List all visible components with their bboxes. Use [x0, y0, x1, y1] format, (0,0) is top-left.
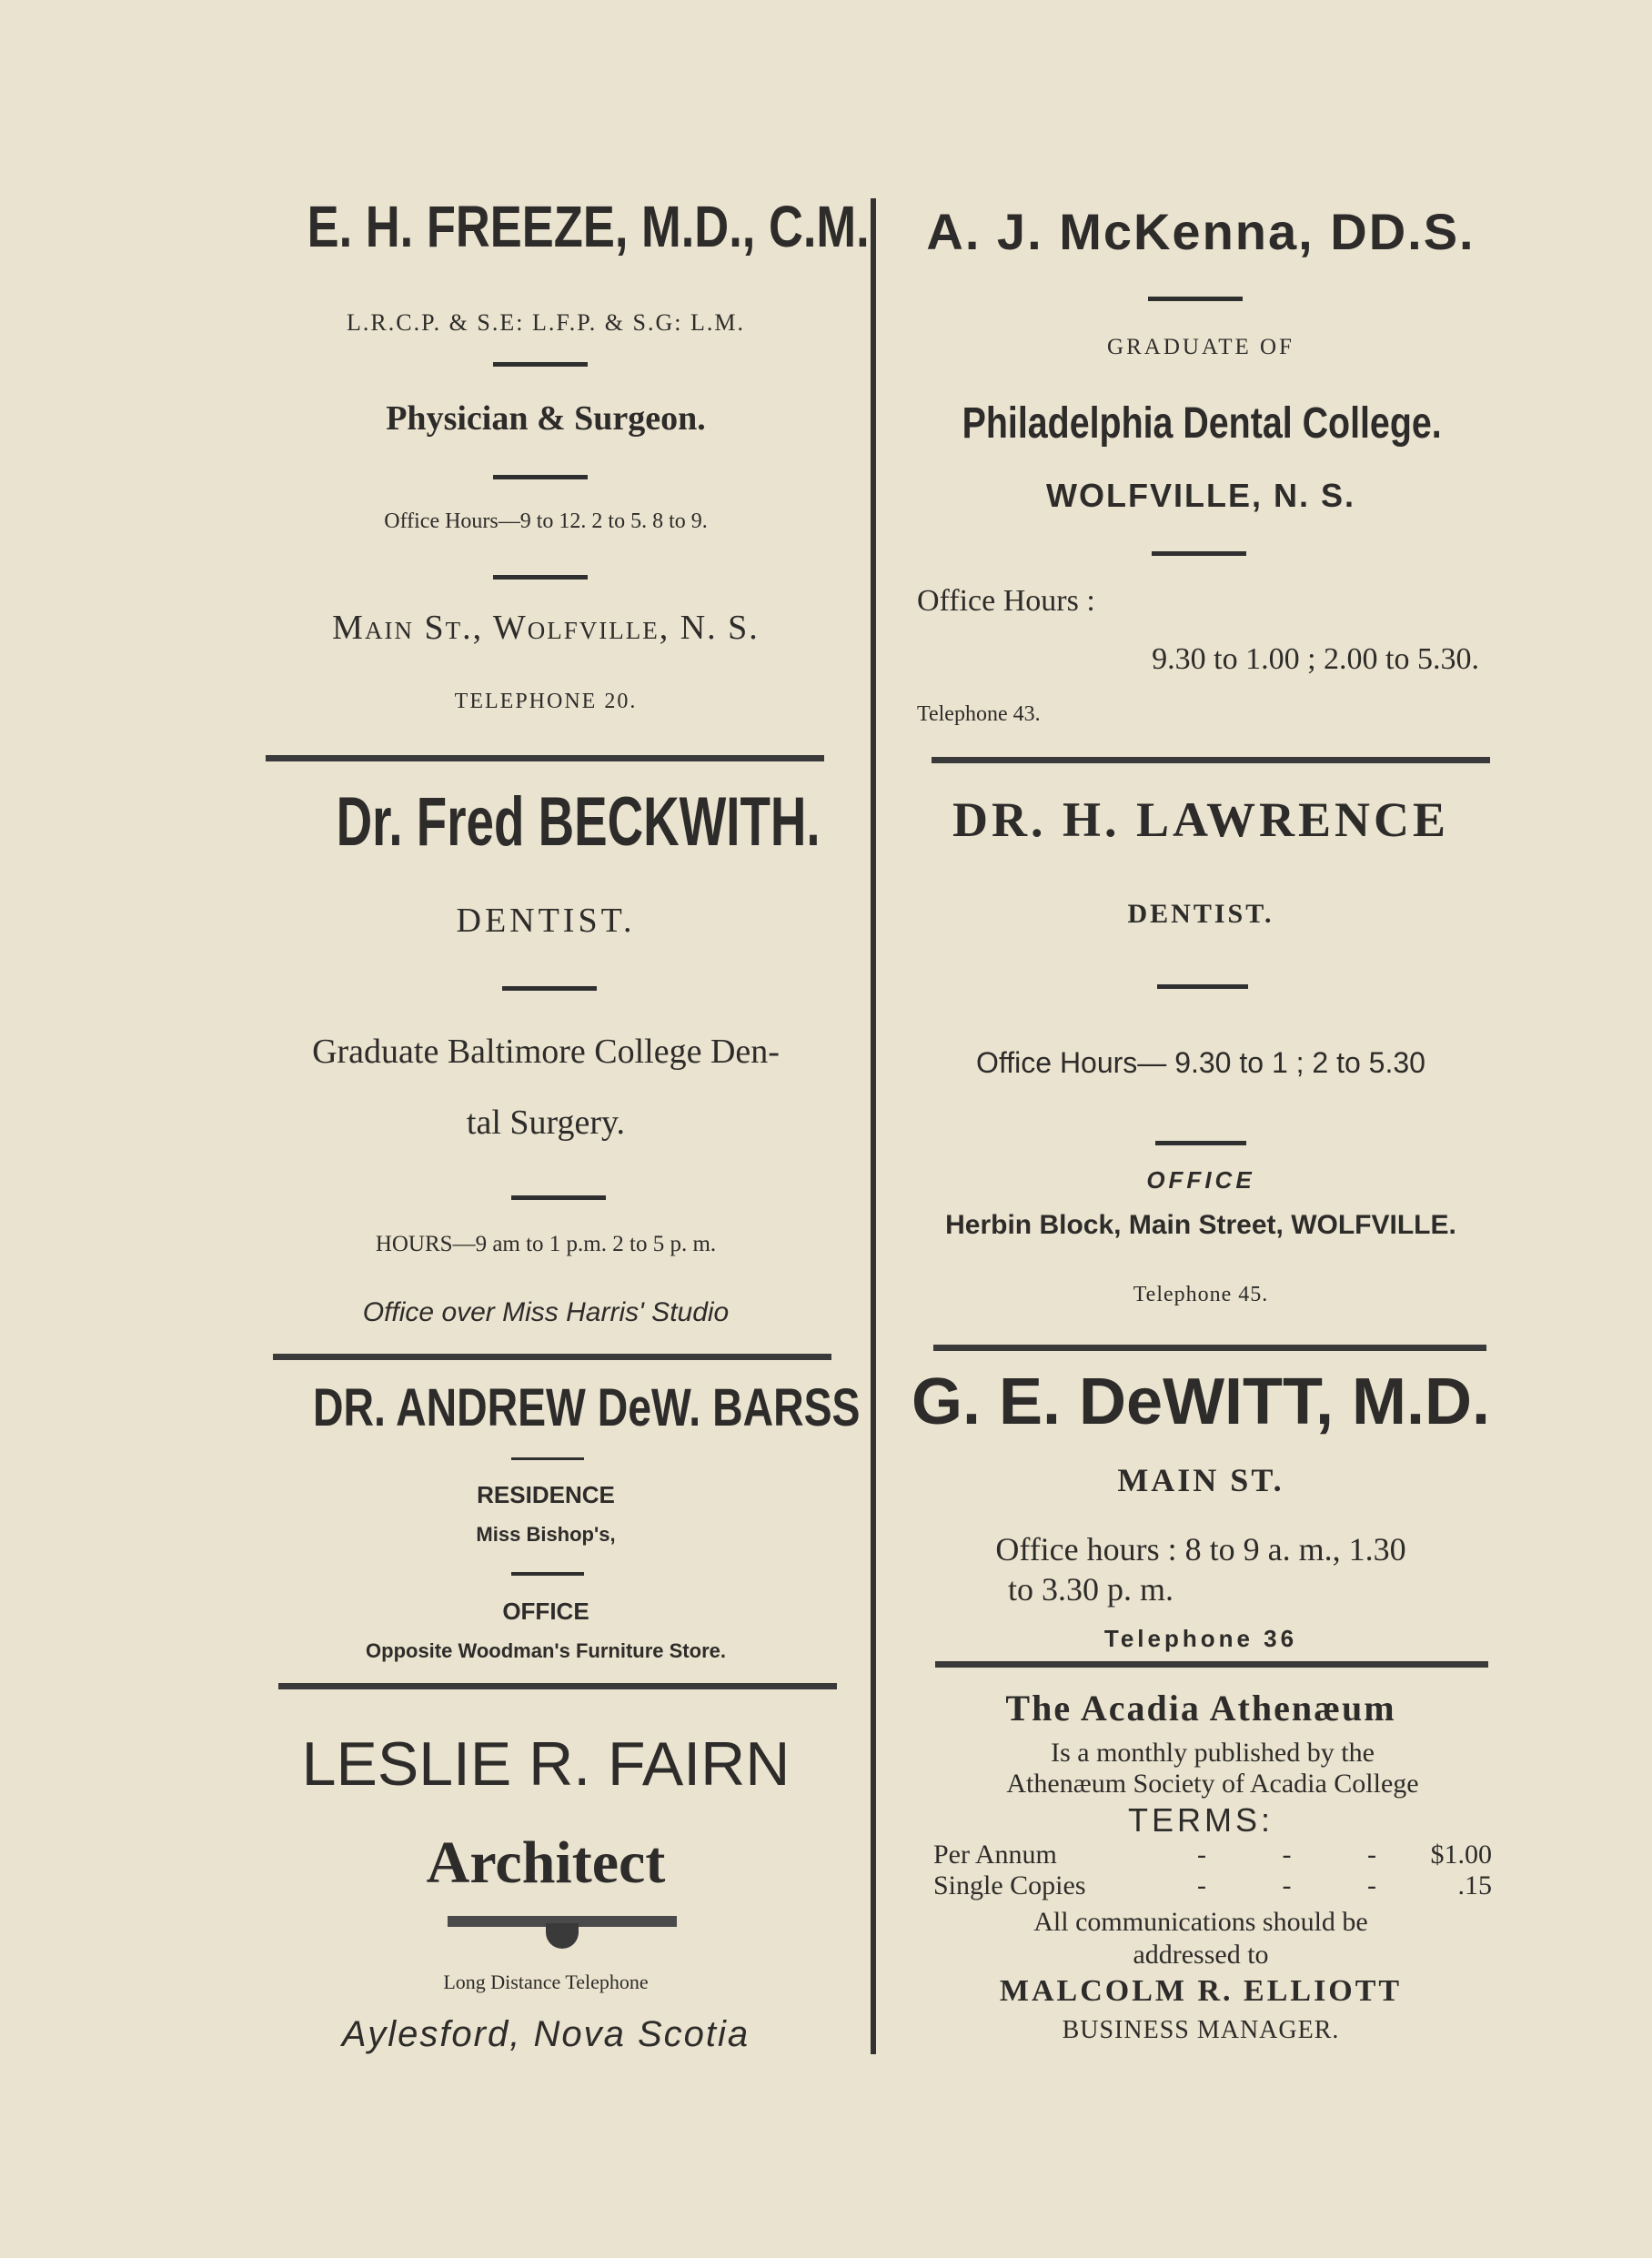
- per-annum-dashes: - - -: [1197, 1840, 1411, 1870]
- divider: [511, 1195, 606, 1200]
- lawrence-name: DR. H. LAWRENCE: [952, 792, 1450, 847]
- athenaeum-manager-title: BUSINESS MANAGER.: [1062, 2016, 1340, 2044]
- dewitt-hours-line1: Office hours : 8 to 9 a. m., 1.30: [995, 1531, 1406, 1567]
- lawrence-office-label: OFFICE: [1146, 1166, 1255, 1194]
- barss-name: DR. ANDREW DeW. BARSS: [313, 1378, 861, 1437]
- lawrence-hours: Office Hours— 9.30 to 1 ; 2 to 5.30: [976, 1046, 1425, 1079]
- freeze-telephone: TELEPHONE 20.: [454, 690, 638, 713]
- divider: [502, 986, 597, 991]
- fairn-title: Architect: [426, 1830, 666, 1896]
- dewitt-telephone: Telephone 36: [1103, 1625, 1298, 1652]
- mckenna-telephone: Telephone 43.: [917, 702, 1041, 726]
- left-column: [255, 0, 870, 2258]
- single-copies-price: .15: [1457, 1870, 1492, 1900]
- freeze-title: Physician & Surgeon.: [386, 399, 706, 438]
- dewitt-hours-line2: to 3.30 p. m.: [1008, 1571, 1174, 1608]
- mckenna-hours: 9.30 to 1.00 ; 2.00 to 5.30.: [1152, 642, 1479, 676]
- athenaeum-manager-name: MALCOLM R. ELLIOTT: [999, 1974, 1403, 2008]
- barss-residence-label: RESIDENCE: [477, 1481, 615, 1508]
- divider: [1157, 984, 1248, 989]
- column-divider: [871, 198, 876, 2054]
- single-copies-label: Single Copies: [933, 1870, 1086, 1900]
- divider: [511, 1572, 584, 1576]
- divider: [1155, 1141, 1246, 1145]
- section-rule: [266, 755, 824, 761]
- divider: [493, 475, 588, 479]
- section-rule: [273, 1354, 831, 1360]
- fairn-name: LESLIE R. FAIRN: [301, 1729, 791, 1799]
- athenaeum-desc-line2: Athenæum Society of Acadia College: [1006, 1769, 1419, 1799]
- athenaeum-desc-line1: Is a monthly published by the: [1051, 1738, 1375, 1768]
- mckenna-hours-label: Office Hours :: [917, 584, 1095, 618]
- mckenna-graduate-label: GRADUATE OF: [1107, 335, 1294, 359]
- dewitt-street: MAIN ST.: [1117, 1462, 1284, 1498]
- single-copies-dashes: - - -: [1197, 1870, 1411, 1900]
- freeze-hours: Office Hours—9 to 12. 2 to 5. 8 to 9.: [384, 509, 708, 533]
- divider: [493, 575, 588, 580]
- right-column: [910, 0, 1492, 2258]
- fairn-phone: Long Distance Telephone: [443, 1971, 649, 1993]
- section-rule: [932, 757, 1490, 763]
- barss-residence: Miss Bishop's,: [476, 1523, 616, 1546]
- divider: [1152, 551, 1246, 556]
- divider: [1148, 297, 1243, 301]
- athenaeum-comm-line2: addressed to: [1133, 1940, 1269, 1970]
- telephone-ornament: [448, 1916, 677, 1952]
- mckenna-name: A. J. McKenna, DD.S.: [926, 203, 1476, 260]
- beckwith-hours: HOURS—9 am to 1 p.m. 2 to 5 p. m.: [375, 1232, 717, 1256]
- freeze-name: E. H. FREEZE, M.D., C.M.: [307, 194, 870, 259]
- section-rule: [935, 1661, 1488, 1668]
- athenaeum-terms-label: TERMS:: [1127, 1801, 1274, 1839]
- fairn-location: Aylesford, Nova Scotia: [341, 2014, 750, 2054]
- divider: [493, 362, 588, 367]
- barss-office-label: OFFICE: [502, 1598, 589, 1625]
- section-rule: [278, 1683, 837, 1689]
- single-copies-row: [933, 1870, 1492, 1903]
- per-annum-label: Per Annum: [933, 1840, 1057, 1870]
- beckwith-grad-line1: Graduate Baltimore College Den-: [312, 1033, 780, 1071]
- telephone-icon: [546, 1923, 579, 1949]
- barss-office: Opposite Woodman's Furniture Store.: [366, 1639, 726, 1662]
- per-annum-row: [933, 1840, 1492, 1872]
- lawrence-telephone: Telephone 45.: [1133, 1283, 1269, 1306]
- beckwith-grad-line2: tal Surgery.: [466, 1104, 626, 1142]
- beckwith-office: Office over Miss Harris' Studio: [362, 1297, 730, 1327]
- athenaeum-title: The Acadia Athenæum: [1005, 1688, 1396, 1729]
- freeze-credentials: L.R.C.P. & S.E: L.F.P. & S.G: L.M.: [347, 309, 745, 336]
- lawrence-office: Herbin Block, Main Street, WOLFVILLE.: [945, 1210, 1456, 1240]
- freeze-address: Main St., Wolfville, N. S.: [332, 609, 760, 647]
- per-annum-price: $1.00: [1430, 1840, 1492, 1870]
- beckwith-title: DENTIST.: [456, 902, 636, 940]
- divider: [511, 1457, 584, 1460]
- section-rule: [933, 1345, 1486, 1351]
- mckenna-college: Philadelphia Dental College.: [962, 399, 1442, 448]
- lawrence-title: DENTIST.: [1127, 899, 1274, 929]
- athenaeum-comm-line1: All communications should be: [1033, 1907, 1368, 1937]
- mckenna-location: WOLFVILLE, N. S.: [1046, 477, 1355, 514]
- beckwith-name: Dr. Fred BECKWITH.: [336, 783, 821, 861]
- dewitt-name: G. E. DeWITT, M.D.: [911, 1366, 1490, 1438]
